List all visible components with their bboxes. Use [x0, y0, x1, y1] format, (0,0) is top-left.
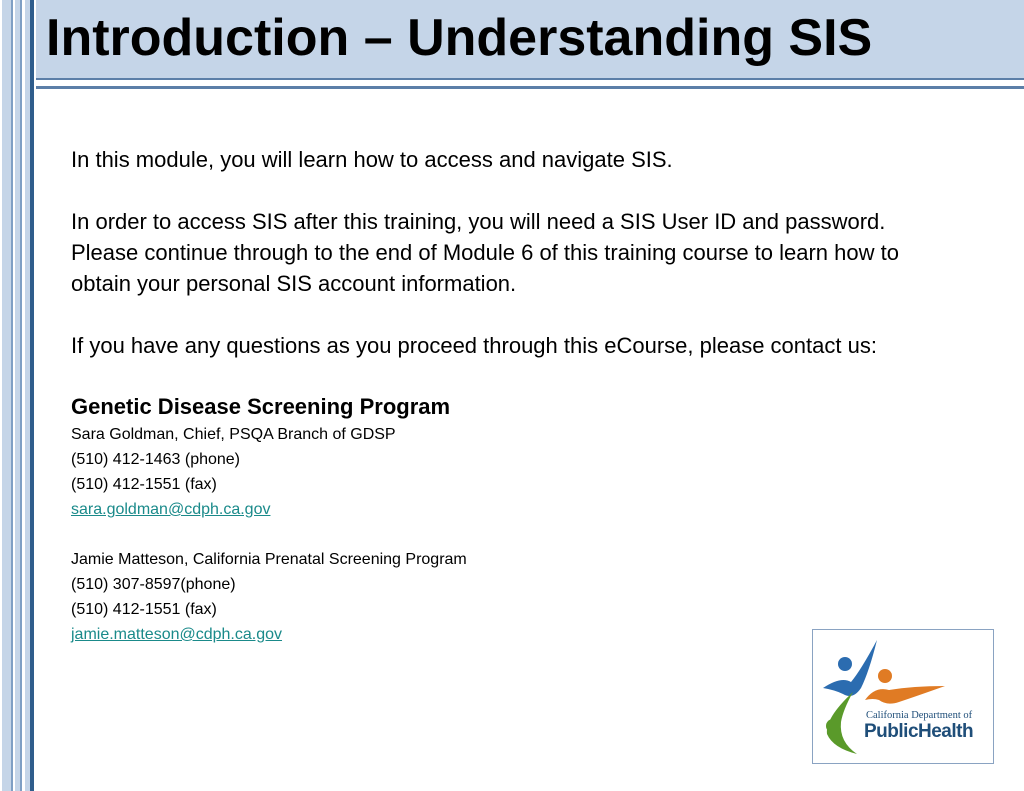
contact-block [71, 547, 931, 647]
slide-content [71, 144, 931, 647]
slide-title: Introduction – Understanding SIS [46, 9, 873, 67]
program-name: Genetic Disease Screening Program [71, 394, 451, 419]
intro-paragraph: In this module, you will learn how to access and navigate SIS. [71, 147, 673, 172]
contact-name: Sara Goldman, Chief, PSQA Branch of GDSP [71, 426, 396, 443]
contact-phone: (510) 307-8597(phone) [71, 576, 236, 593]
contact-block [71, 422, 931, 522]
logo-text-publichealth: PublicHealth [864, 721, 974, 742]
left-stripe-decoration [0, 0, 36, 791]
cdph-logo [812, 629, 994, 764]
contact-phone: (510) 412-1463 (phone) [71, 451, 241, 468]
contact-fax: (510) 412-1551 (fax) [71, 476, 217, 493]
title-divider [36, 86, 1024, 89]
access-paragraph: In order to access SIS after this training, you will need a SIS User ID and password. Please continue through to the end of Module 6 of this training course to learn how to obtain your personal SIS account information. [71, 209, 899, 296]
contact-name: Jamie Matteson, California Prenatal Screening Program [71, 551, 467, 568]
cdph-logo-figures-icon [813, 630, 993, 763]
contact-paragraph: If you have any questions as you proceed through this eCourse, please contact us: [71, 333, 877, 358]
contact-fax: (510) 412-1551 (fax) [71, 601, 217, 618]
logo-text-department: California Department of [866, 710, 973, 721]
contact-email-link[interactable]: jamie.matteson@cdph.ca.gov [71, 626, 283, 643]
contact-email-link[interactable]: sara.goldman@cdph.ca.gov [71, 501, 271, 518]
